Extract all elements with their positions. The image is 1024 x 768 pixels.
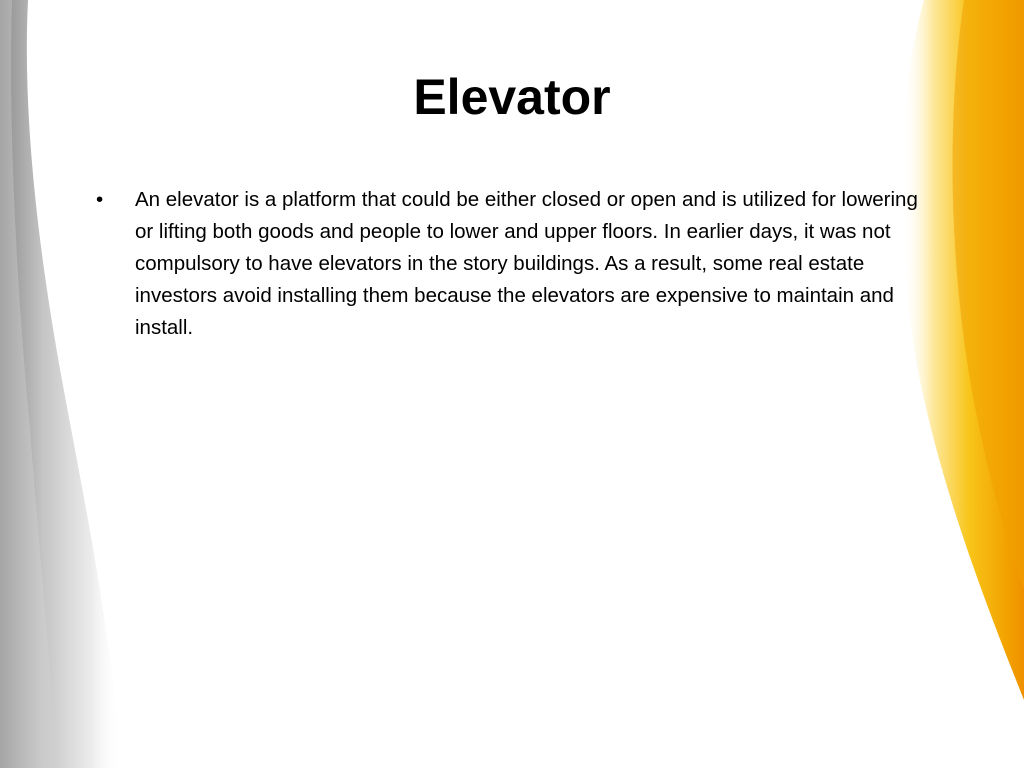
slide-title: Elevator: [413, 69, 611, 125]
slide-body: [92, 184, 922, 344]
bullet-item: [92, 184, 922, 344]
bullet-marker: •: [96, 188, 104, 211]
bullet-text: An elevator is a platform that could be either closed or open and is utilized for lowering or lifting both goods and people to lower and upper floors. In earlier days, it was not compulsory to have elevators in the story buildings. As a result, some real estate investors avoid installing them because the elevators are expensive to maintain and install.: [135, 188, 918, 339]
